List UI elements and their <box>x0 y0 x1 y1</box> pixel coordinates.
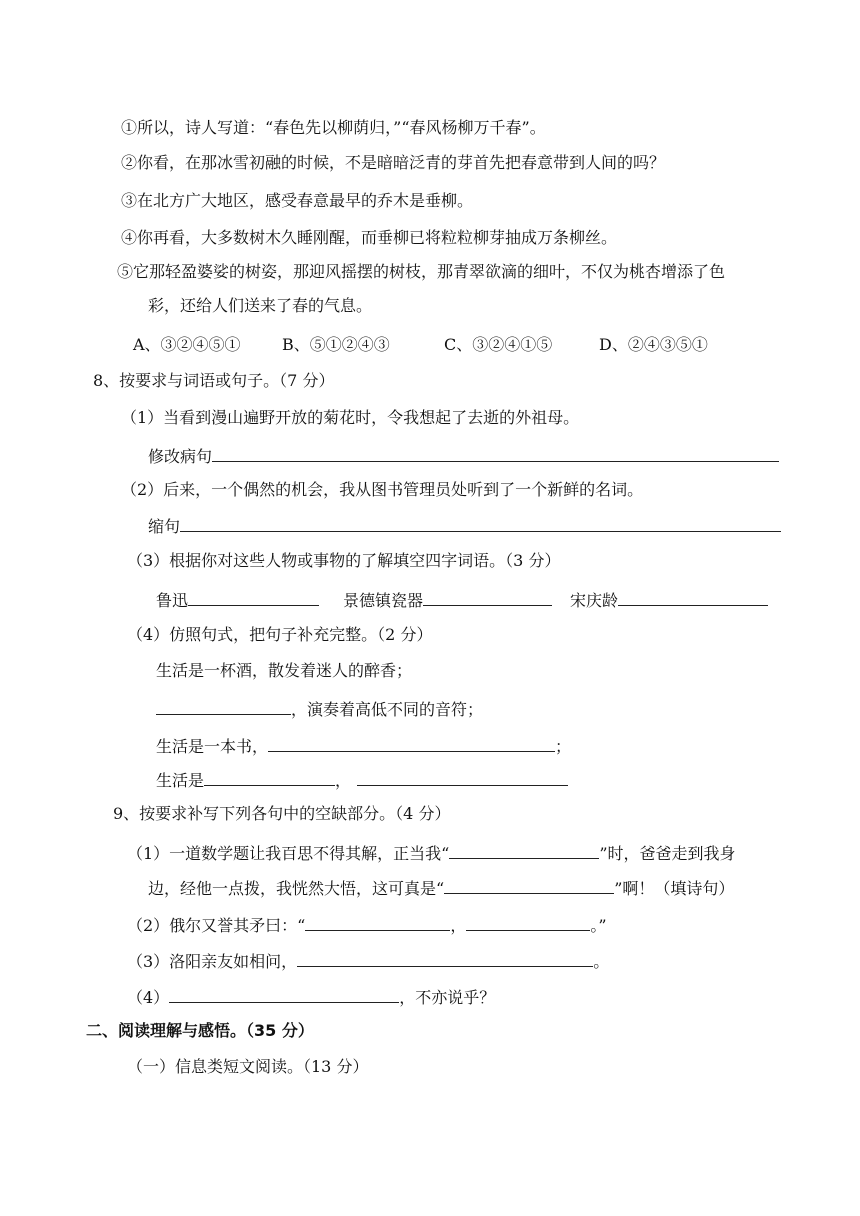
q9-part2-blank-2[interactable] <box>466 912 590 931</box>
q8-part2-blank[interactable] <box>180 513 781 532</box>
q8-part4-line2 <box>156 696 483 721</box>
q8-part3-blank-1[interactable] <box>188 587 319 606</box>
q9-title: 9、按要求补写下列各句中的空缺部分。（4 分） <box>113 804 451 823</box>
q8-part4-prompt: （4）仿照句式，把句子补充完整。（2 分） <box>127 625 433 644</box>
q9-part1-line2 <box>148 875 734 900</box>
q8-part4-line4-text: 生活是 <box>156 771 205 790</box>
q9-part1-text-d: ”啊！（填诗句） <box>614 879 735 898</box>
section-2-subtitle: （一）信息类短文阅读。（13 分） <box>127 1057 369 1076</box>
q9-part3 <box>127 948 609 973</box>
q8-part4-blank-2[interactable] <box>268 733 555 752</box>
q8-part4-line3-end: ； <box>555 737 572 756</box>
q9-part2-blank-1[interactable] <box>305 912 450 931</box>
q9-part2-text-c: 。” <box>590 916 607 935</box>
q9-part4-text-b: ，不亦说乎？ <box>399 988 496 1007</box>
q8-part4-blank-1[interactable] <box>156 696 291 715</box>
q7-sentence-2: ②你看，在那冰雪初融的时候，不是暗暗泛青的芽首先把春意带到人间的吗？ <box>121 153 666 172</box>
section-2-title: 二、阅读理解与感悟。（35 分） <box>86 1021 314 1040</box>
q8-part1-answer-line <box>148 443 779 468</box>
q8-part4-blank-4[interactable] <box>357 767 568 786</box>
q9-part2 <box>127 912 607 937</box>
q7-choice-a: A、③②④⑤① <box>133 335 241 354</box>
q8-part4-line4 <box>156 767 568 792</box>
q8-part3-item-luxun: 鲁迅 <box>156 591 189 610</box>
q7-sentence-4: ④你再看，大多数树木久睡刚醒，而垂柳已将粒粒柳芽抽成万条柳丝。 <box>121 228 618 247</box>
q8-part1-prompt: （1）当看到漫山遍野开放的菊花时，令我想起了去逝的外祖母。 <box>121 408 580 427</box>
q7-sentence-3: ③在北方广大地区，感受春意最早的乔木是垂柳。 <box>121 191 474 210</box>
q9-part1-blank-2[interactable] <box>444 875 614 894</box>
q8-part1-label: 修改病句 <box>148 447 213 466</box>
q9-part1-text-c: 边，经他一点拨，我恍然大悟，这可真是“ <box>148 879 445 898</box>
q8-part3-item-porcelain: 景德镇瓷器 <box>343 591 424 610</box>
q8-part2-prompt: （2）后来，一个偶然的机会，我从图书管理员处听到了一个新鲜的名词。 <box>121 480 644 499</box>
q8-part4-line3 <box>156 733 571 758</box>
q8-part4-example: 生活是一杯酒，散发着迷人的醉香； <box>156 661 413 680</box>
q8-part4-line3-text: 生活是一本书， <box>156 737 269 756</box>
q8-part3-item-songqingling: 宋庆龄 <box>570 591 619 610</box>
q7-choice-c: C、③②④①⑤ <box>444 335 553 354</box>
q9-part3-text-a: （3）洛阳亲友如相问， <box>127 952 298 971</box>
q8-part3-prompt: （3）根据你对这些人物或事物的了解填空四字词语。（3 分） <box>127 551 561 570</box>
q9-part4-text-a: （4） <box>127 988 170 1007</box>
q7-choice-b: B、⑤①②④③ <box>282 335 390 354</box>
q8-part3-answers <box>156 587 768 612</box>
q9-part1-text-b: ”时，爸爸走到我身 <box>599 844 736 863</box>
q7-sentence-5-line1: ⑤它那轻盈婆娑的树姿，那迎风摇摆的树枝，那青翠欲滴的细叶，不仅为桃杏增添了色 <box>117 262 726 281</box>
q8-title: 8、按要求与词语或句子。（7 分） <box>93 371 335 390</box>
q8-part2-answer-line <box>148 513 781 538</box>
q8-part4-blank-3[interactable] <box>204 767 335 786</box>
q9-part4 <box>127 984 495 1009</box>
q9-part3-text-b: 。 <box>593 952 610 971</box>
q8-part2-label: 缩句 <box>148 517 181 536</box>
q8-part4-line2-text: ，演奏着高低不同的音符； <box>291 700 484 719</box>
q8-part4-line4-comma: ， <box>335 771 352 790</box>
q9-part1-text-a: （1）一道数学题让我百思不得其解，正当我“ <box>127 844 450 863</box>
q9-part4-blank[interactable] <box>169 984 399 1003</box>
q7-choice-d: D、②④③⑤① <box>599 335 708 354</box>
q9-part1-blank-1[interactable] <box>449 840 599 859</box>
q8-part3-blank-3[interactable] <box>618 587 768 606</box>
q7-sentence-1: ①所以，诗人写道：“春色先以柳荫归，”“春风杨柳万千春”。 <box>121 118 546 137</box>
q8-part1-blank[interactable] <box>212 443 779 462</box>
q9-part3-blank[interactable] <box>297 948 593 967</box>
q8-part3-blank-2[interactable] <box>423 587 552 606</box>
q9-part1-line1 <box>127 840 736 865</box>
q9-part2-text-a: （2）俄尔又誉其矛曰：“ <box>127 916 306 935</box>
q7-sentence-5-line2: 彩，还给人们送来了春的气息。 <box>148 296 373 315</box>
q9-part2-text-b: ， <box>450 916 467 935</box>
